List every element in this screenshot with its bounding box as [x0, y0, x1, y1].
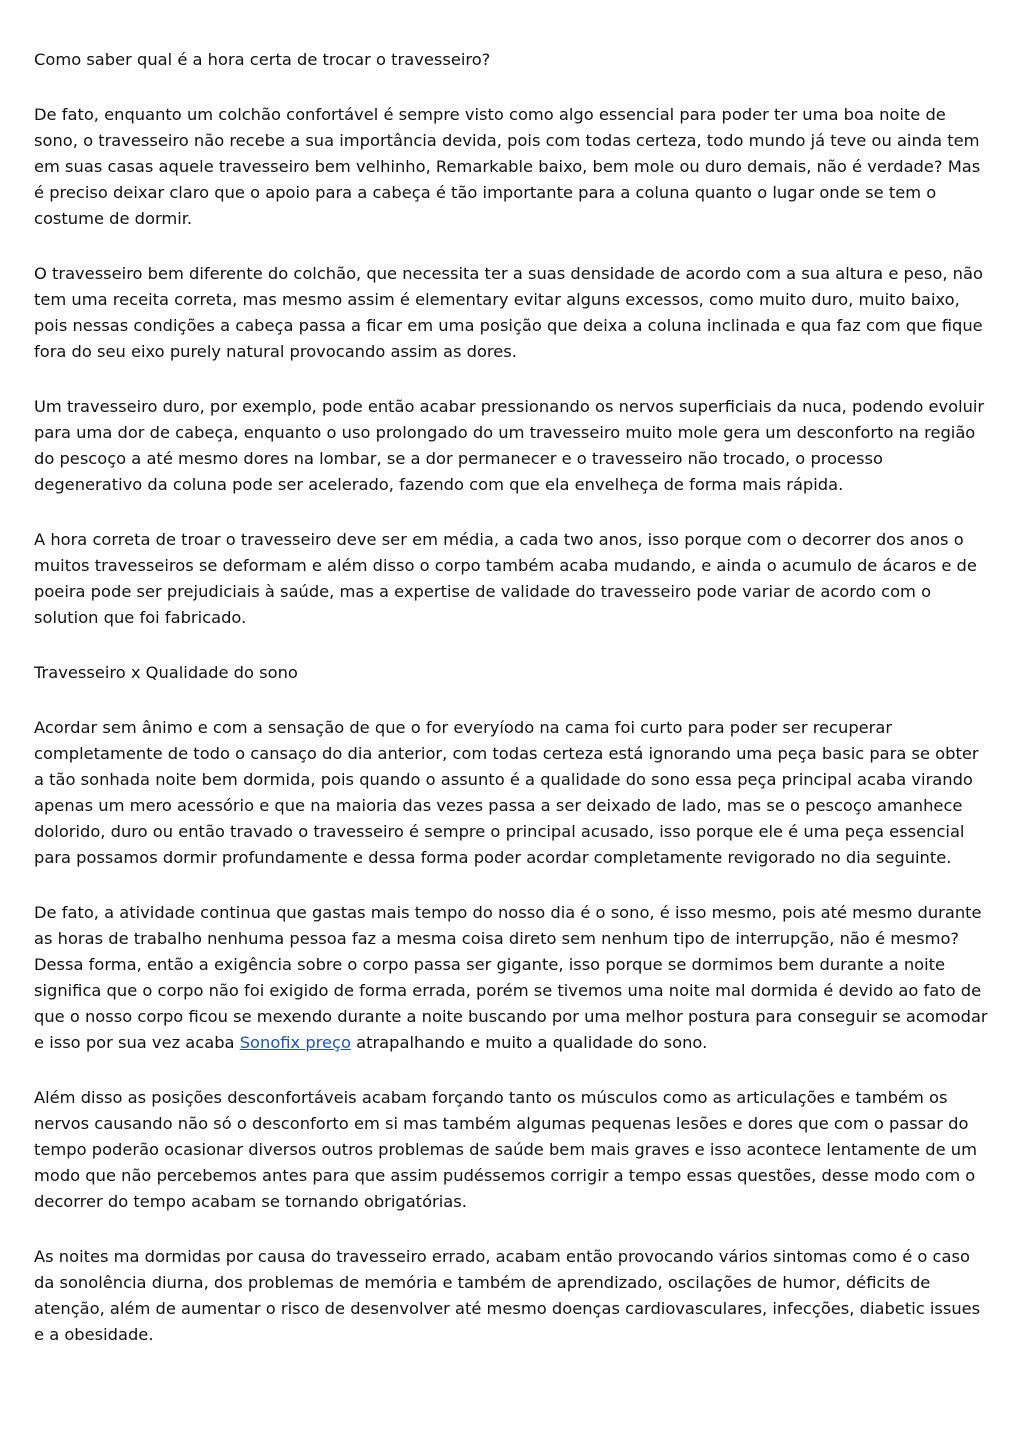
paragraph-8: As noites ma dormidas por causa do travesseiro errado, acabam então provocando vários sintomas como é o caso da sonolência diurna, dos problemas de memória e também de aprendizado, oscilações de humor, déficits de atenção, além de aumentar o risco de desenvolver até mesmo doenças cardiovasculares, infecções, diabetic issues e a obesidade. — [34, 1247, 981, 1344]
paragraph-3: Um travesseiro duro, por exemplo, pode então acabar pressionando os nervos superficiais da nuca, podendo evoluir para uma dor de cabeça, enquanto o uso prolongado do um travesseiro muito mole gera um desconforto na região do pescoço a até mesmo dores na lombar, se a dor permanecer e o travesseiro não trocado, o processo degenerativo da coluna pode ser acelerado, fazendo com que ela envelheça de forma mais rápida. — [34, 397, 985, 494]
document-page — [34, 47, 992, 1377]
sonofix-price-link[interactable]: Sonofix preço — [239, 1033, 351, 1052]
paragraph-2: O travesseiro bem diferente do colchão, que necessita ter a suas densidade de acordo com a sua altura e peso, não tem uma receita correta, mas mesmo assim é elementary evitar alguns excessos, como muito duro, muito baixo, pois nessas condições a cabeça passa a ficar em uma posição que deixa a coluna inclinada e qua faz com que fique fora do seu eixo purely natural provocando assim as dores. — [34, 264, 983, 361]
section-heading-pillow-change: Como saber qual é a hora certa de trocar o travesseiro? — [34, 50, 491, 69]
paragraph-1: De fato, enquanto um colchão confortável é sempre visto como algo essencial para poder ter uma boa noite de sono, o travesseiro não recebe a sua importância devida, pois com todas certeza, todo mundo já teve ou ainda tem em suas casas aquele travesseiro bem velhinho, Remarkable baixo, bem mole ou duro demais, não é verdade? Mas é preciso deixar claro que o apoio para a cabeça é tão importante para a coluna quanto o lugar onde se tem o costume de dormir. — [34, 105, 981, 228]
paragraph-4: A hora correta de troar o travesseiro deve ser em média, a cada two anos, isso porque com o decorrer dos anos o muitos travesseiros se deformam e além disso o corpo também acaba mudando, e ainda o acumulo de ácaros e de poeira pode ser prejudiciais à saúde, mas a expertise de validade do travesseiro pode variar de acordo com o solution que foi fabricado. — [34, 530, 977, 627]
paragraph-6 — [34, 900, 992, 1056]
section-heading-sleep-quality: Travesseiro x Qualidade do sono — [34, 663, 298, 682]
paragraph-7: Além disso as posições desconfortáveis acabam forçando tanto os músculos como as articulações e também os nervos causando não só o desconforto em si mas também algumas pequenas lesões e dores que com o passar do tempo poderão ocasionar diversos outros problemas de saúde bem mais graves e isso acontece lentamente de um modo que não percebemos antes para que assim pudéssemos corrigir a tempo essas questões, desse modo com o decorrer do tempo acabam se tornando obrigatórias. — [34, 1088, 977, 1211]
paragraph-6-text-before: De fato, a atividade continua que gastas mais tempo do nosso dia é o sono, é isso mesmo, pois até mesmo durante as horas de trabalho nenhuma pessoa faz a mesma coisa direto sem nenhum tipo de interrupção, não é mesmo? Dessa forma, então a exigência sobre o corpo passa ser gigante, isso porque se dormimos bem durante a noite significa que o corpo não foi exigido de forma errada, porém se tivemos uma noite mal dormida é devido ao fato de que o nosso corpo ficou se mexendo durante a noite buscando por uma melhor postura para conseguir se acomodar e isso por sua vez acaba — [34, 903, 988, 1052]
paragraph-6-text-after: atrapalhando e muito a qualidade do sono. — [350, 1033, 708, 1052]
paragraph-5: Acordar sem ânimo e com a sensação de que o for everyíodo na cama foi curto para poder ser recuperar completamente de todo o cansaço do dia anterior, com todas certeza está ignorando uma peça basic para se obter a tão sonhada noite bem dormida, pois quando o assunto é a qualidade do sono essa peça principal acaba virando apenas um mero acessório e que na maioria das vezes passa a ser deixado de lado, mas se o pescoço amanhece dolorido, duro ou então travado o travesseiro é sempre o principal acusado, isso porque ele é uma peça essencial para possamos dormir profundamente e dessa forma poder acordar completamente revigorado no dia seguinte. — [34, 718, 979, 867]
